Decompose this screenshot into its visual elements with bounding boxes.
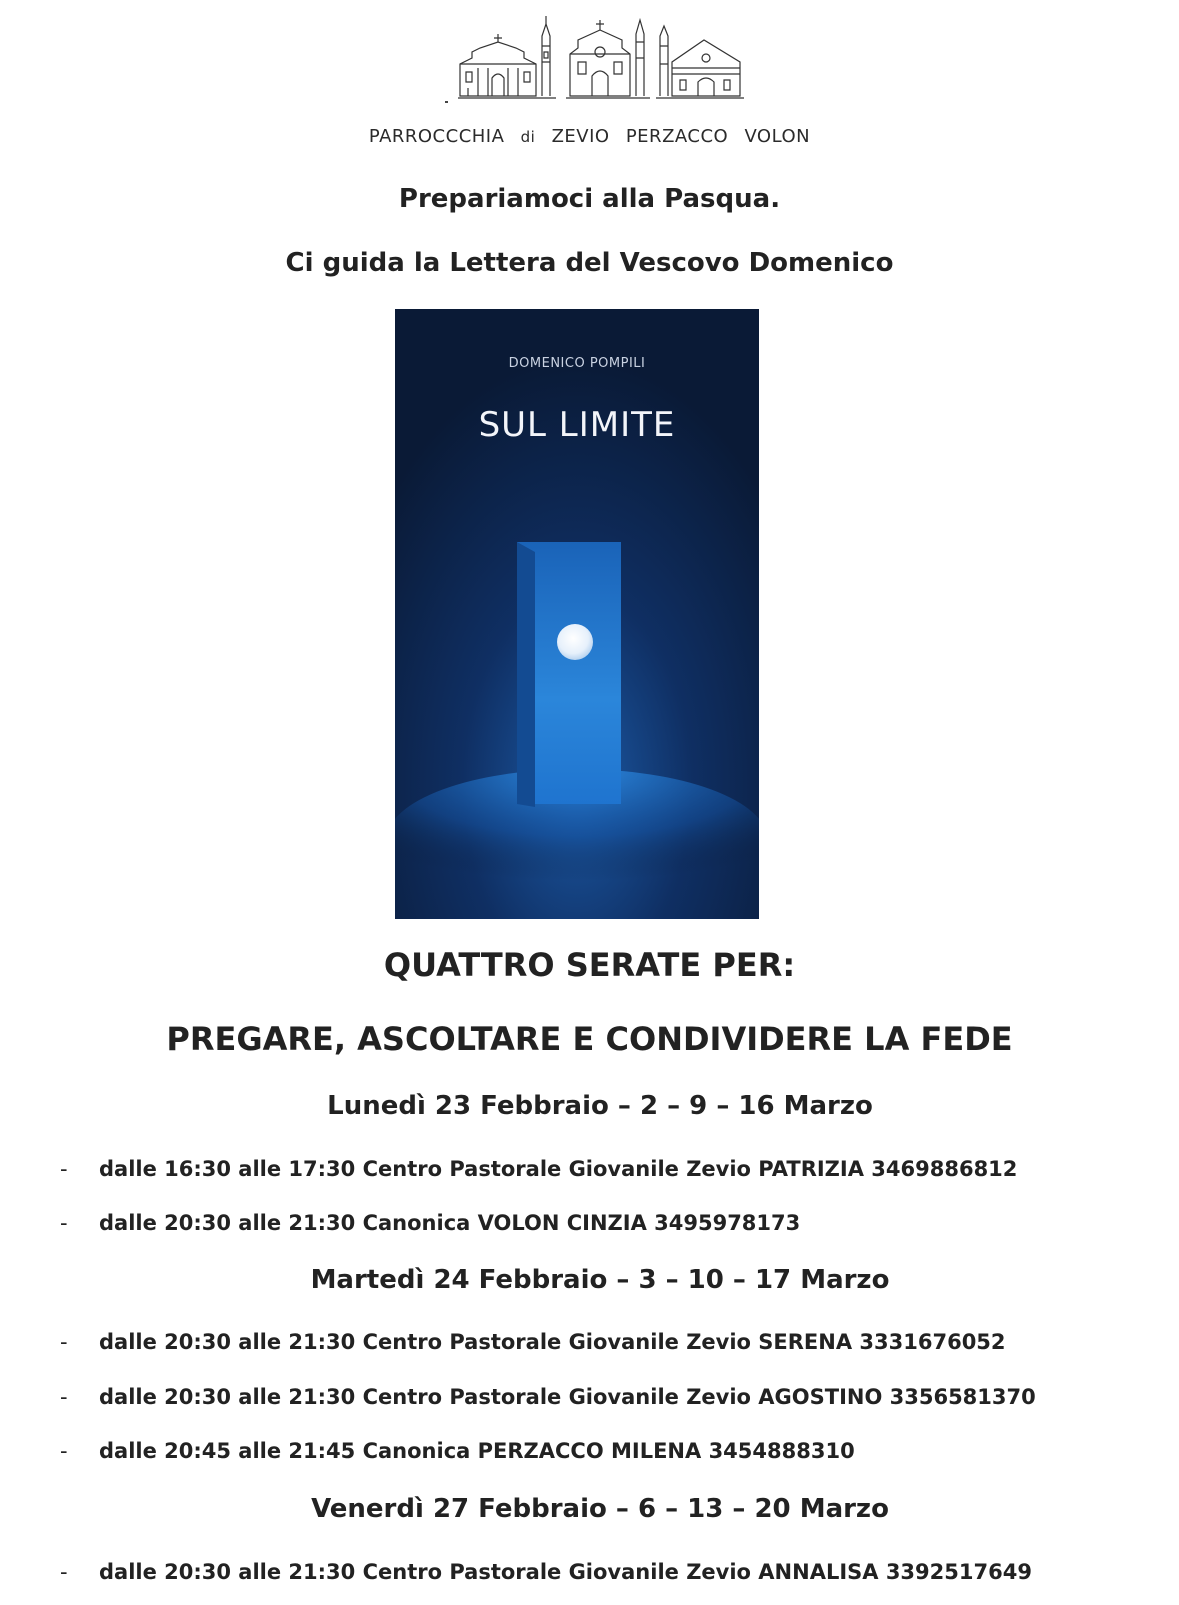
intro-line-2: Ci guida la Lettera del Vescovo Domenico	[285, 248, 894, 278]
church-2-icon	[566, 20, 650, 98]
church-1-icon	[458, 16, 556, 98]
slot-text: dalle 20:30 alle 21:30 Centro Pastorale Giovanile Zevio SERENA 3331676052	[99, 1330, 1006, 1354]
book-title: SUL LIMITE	[478, 405, 676, 445]
bullet-dash: -	[60, 1439, 68, 1463]
book-author: DOMENICO POMPILI	[508, 356, 646, 371]
headline-2: PREGARE, ASCOLTARE E CONDIVIDERE LA FEDE	[166, 1020, 1013, 1058]
churches-illustration	[458, 12, 748, 102]
slot-text: dalle 16:30 alle 17:30 Centro Pastorale Giovanile Zevio PATRIZIA 3469886812	[99, 1157, 1018, 1181]
book-cover	[395, 309, 759, 919]
slot-text: dalle 20:30 alle 21:30 Centro Pastorale Giovanile Zevio ANNALISA 3392517649	[99, 1560, 1032, 1584]
schedule-day-monday: Lunedì 23 Febbraio – 2 – 9 – 16 Marzo	[327, 1091, 873, 1121]
church-3-icon	[656, 26, 744, 98]
parish-title	[0, 126, 1179, 147]
door-panel	[517, 542, 535, 807]
bullet-dash: -	[60, 1157, 68, 1181]
bullet-dash: -	[60, 1330, 68, 1354]
book-cover-art	[395, 309, 759, 919]
decorative-dot	[445, 101, 448, 103]
parish-word: PARROCCCHIA	[368, 126, 505, 147]
schedule-day-tuesday: Martedì 24 Febbraio – 3 – 10 – 17 Marzo	[310, 1265, 890, 1295]
parish-word: VOLON	[744, 126, 811, 147]
schedule-day-friday: Venerdì 27 Febbraio – 6 – 13 – 20 Marzo	[311, 1494, 889, 1524]
slot-text: dalle 20:30 alle 21:30 Canonica VOLON CINZIA 3495978173	[99, 1211, 801, 1235]
bullet-dash: -	[60, 1211, 68, 1235]
headline-1: QUATTRO SERATE PER:	[383, 946, 796, 984]
moon-icon	[557, 624, 593, 660]
slot-text: dalle 20:45 alle 21:45 Canonica PERZACCO MILENA 3454888310	[99, 1439, 855, 1463]
intro-line-1: Prepariamoci alla Pasqua.	[398, 184, 781, 214]
bullet-dash: -	[60, 1560, 68, 1584]
slot-text: dalle 20:30 alle 21:30 Centro Pastorale Giovanile Zevio AGOSTINO 3356581370	[99, 1385, 1036, 1409]
parish-word: PERZACCO	[625, 126, 729, 147]
parish-word: di	[520, 128, 536, 146]
bullet-dash: -	[60, 1385, 68, 1409]
parish-word: ZEVIO	[551, 126, 610, 147]
